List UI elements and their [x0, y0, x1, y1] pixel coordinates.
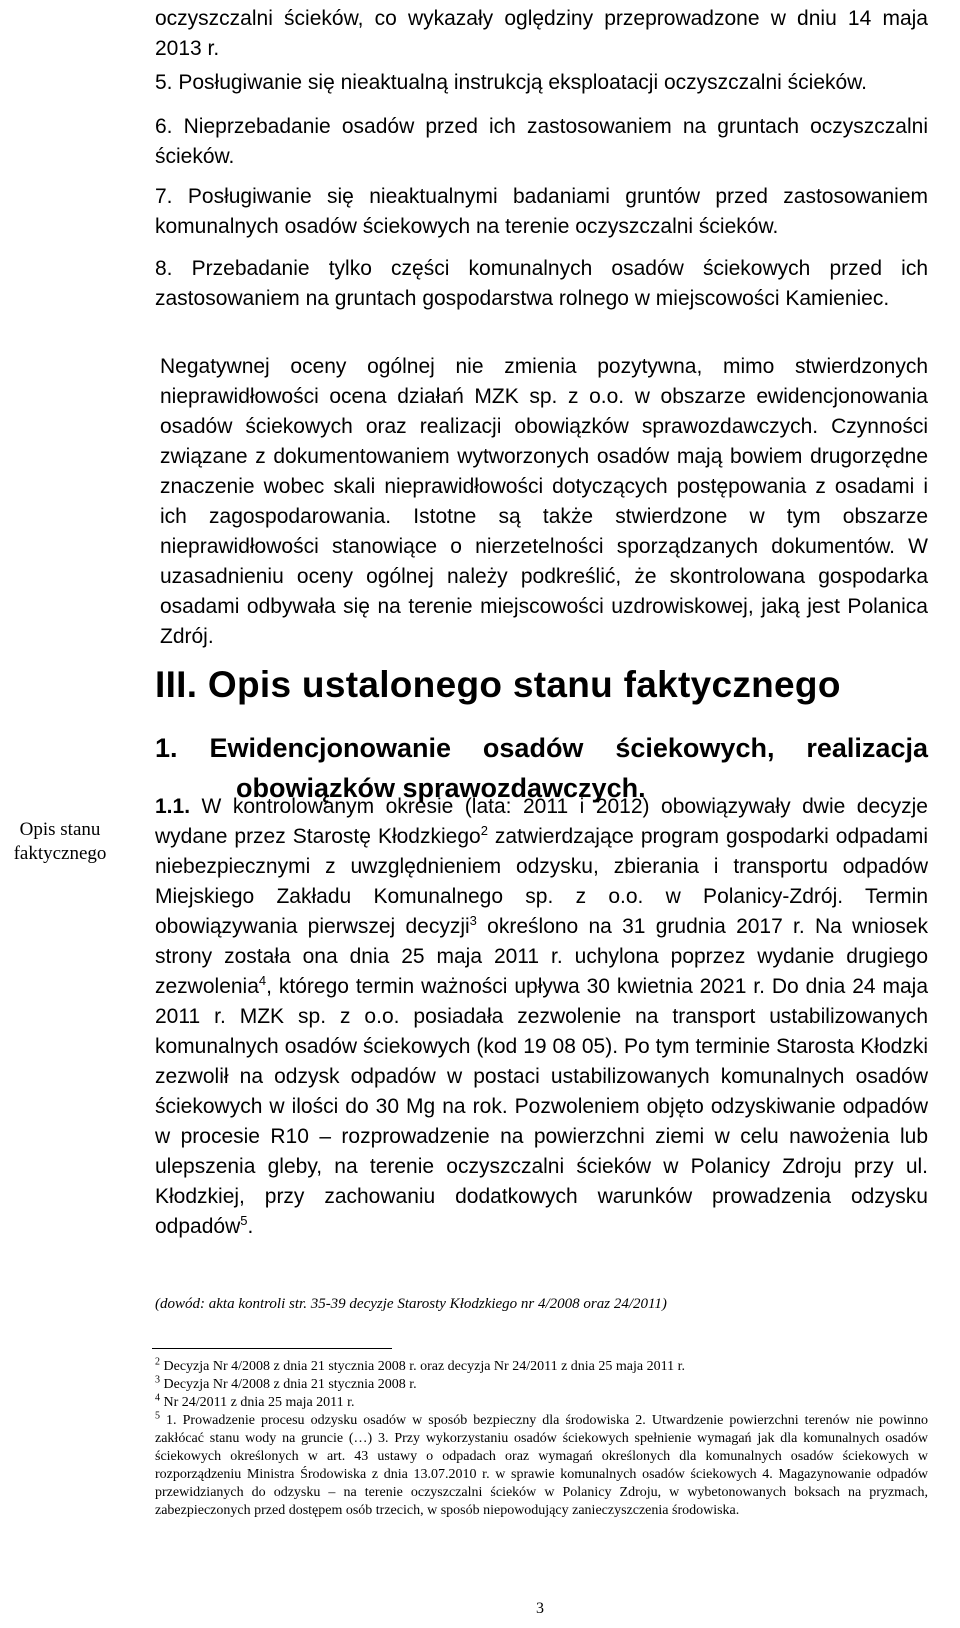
footnote-ref-2[interactable]: 2 — [480, 823, 488, 838]
para-text-1: W kontrolowanym okresie (lata: 2011 i 2012) obowiązywały dwie decyzje wydane przez Starostę Kłodzkiego — [155, 795, 928, 848]
para-text-3: określono na 31 grudnia 2017 r. Na wniosek strony została ona dnia 25 maja 2011 r. uchylona poprzez wydanie drugiego zezwolenia — [155, 915, 928, 998]
footnote-text: Nr 24/2011 z dnia 25 maja 2011 r. — [160, 1395, 355, 1410]
footnote-mark: 3 — [155, 1374, 160, 1386]
para-text-4: , którego termin ważności upływa 30 kwietnia 2021 r. Do dnia 24 maja 2011 r. MZK sp. z o.o. posiadała zezwolenie na transport ustabilizowanych komunalnych osadów ściekowych (kod 19 08 05). Po tym terminie Starosta Kłodzki zezwolił na odzysk odpadów w postaci ustabilizowanych komunalnych osadów ściekowych w ilości do 30 Mg na rok. Pozwoleniem objęto odzyskiwanie odpadów w procesie R10 – rozprowadzenie na powierzchni ziemi w celu nawożenia lub ulepszenia gleby, na terenie oczyszczalni ścieków w Polanicy Zdroju przy ul. Kłodzkiej, przy zachowaniu dodatkowych warunków prowadzenia odzysku odpadów — [155, 975, 928, 1238]
footnote-separator — [152, 1348, 392, 1349]
footnote-ref-5[interactable]: 5 — [240, 1213, 248, 1228]
footnote-ref-3[interactable]: 3 — [469, 913, 477, 928]
footnote-3 — [155, 1376, 928, 1394]
para-text-5: . — [247, 1215, 254, 1238]
footnote-ref-4[interactable]: 4 — [258, 973, 267, 988]
continued-text: oczyszczalni ścieków, co wykazały oględziny przeprowadzone w dniu 14 maja 2013 r. — [155, 7, 928, 60]
footnote-mark: 2 — [155, 1356, 160, 1368]
finding-item-7: 7. Posługiwanie się nieaktualnymi badaniami gruntów przed zastosowaniem komunalnych osadów ściekowych na terenie oczyszczalni ścieków. — [155, 185, 928, 238]
footnote-text: Decyzja Nr 4/2008 z dnia 21 stycznia 2008 r. oraz decyzja Nr 24/2011 z dnia 25 maja 2011 r. — [160, 1359, 685, 1374]
section-heading: III. Opis ustalonego stanu faktycznego — [155, 664, 841, 705]
footnote-2 — [155, 1358, 928, 1376]
evidence-note: (dowód: akta kontroli str. 35-39 decyzje Starosty Kłodzkiego nr 4/2008 oraz 24/2011) — [155, 1296, 667, 1312]
para-text-2: zatwierdzające program gospodarki odpadami niebezpiecznymi z uwzględnieniem odzysku, zbierania i transportu odpadów Miejskiego Zakładu Komunalnego sp. z o.o. w Polanicy-Zdrój. Termin obowiązywania pierwszej decyzji — [155, 825, 928, 938]
subsection-heading-line1: 1. Ewidencjonowanie osadów ściekowych, realizacja — [155, 733, 928, 763]
footnote-text: 1. Prowadzenie procesu odzysku osadów w sposób bezpieczny dla środowiska 2. Utwardzenie powierzchni terenów nie powinno zakłócać stanu wody na gruncie (…) 3. Przy wykorzystaniu osadów ściekowych spełnienie wymagań jak dla komunalnych osadów ściekowych określonych w art. 43 ustawy o odpadach oraz wymagań określonych dla komunalnych osadów ściekowych w rozporządzeniu Ministra Środowiska z dnia 13.07.2010 r. w sprawie komunalnych osadów ściekowych 4. Magazynowanie odpadów przewidzianych do odzysku – na terenie oczyszczalni ścieków w Polanicy Zdroju, w wybetonowanych boksach na pryzmach, zabezpieczonych przed dostępem osób trzecich, w sposób niepowodujący zanieczyszczenia środowiska. — [155, 1413, 928, 1518]
assessment-paragraph: Negatywnej oceny ogólnej nie zmienia pozytywna, mimo stwierdzonych nieprawidłowości ocena działań MZK sp. z o.o. w obszarze ewidencjonowania osadów ściekowych oraz realizacji obowiązków sprawozdawczych. Czynności związane z dokumentowaniem wytworzonych osadów mają bowiem drugorzędne znaczenie wobec skali nieprawidłowości dotyczących postępowania z osadami i ich zagospodarowania. Istotne są także stwierdzone w tym obszarze nieprawidłowości stanowiące o nierzetelności sporządzanych dokumentów. W uzasadnieniu oceny ogólnej należy podkreślić, że skontrolowana gospodarka osadami odbywała się na terenie miejscowości uzdrowiskowej, jaką jest Polanica Zdrój. — [160, 355, 928, 648]
page-number: 3 — [536, 1600, 544, 1617]
finding-item-5: 5. Posługiwanie się nieaktualną instrukcją eksploatacji oczyszczalni ścieków. — [155, 71, 868, 94]
footnote-text: Decyzja Nr 4/2008 z dnia 21 stycznia 2008 r. — [160, 1377, 417, 1392]
finding-item-8: 8. Przebadanie tylko części komunalnych osadów ściekowych przed ich zastosowaniem na gruntach gospodarstwa rolnego w miejscowości Kamieniec. — [155, 257, 928, 310]
footnote-mark: 5 — [155, 1410, 160, 1422]
subsection-heading-line2: obowiązków sprawozdawczych. — [236, 773, 646, 803]
paragraph-1-1 — [155, 792, 928, 1242]
footnote-4 — [155, 1394, 928, 1412]
footnote-mark: 4 — [155, 1392, 160, 1404]
footnote-5 — [155, 1412, 928, 1520]
margin-note: Opis stanu faktycznego — [13, 819, 107, 864]
finding-item-6: 6. Nieprzebadanie osadów przed ich zastosowaniem na gruntach oczyszczalni ścieków. — [155, 115, 928, 168]
paragraph-number: 1.1. — [155, 795, 191, 818]
